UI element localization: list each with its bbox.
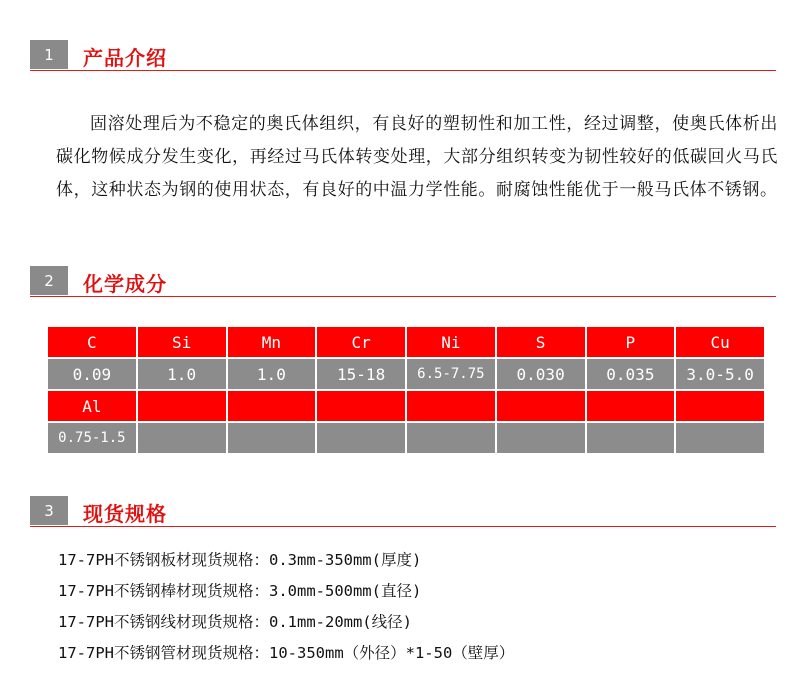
value-row bbox=[48, 423, 764, 453]
empty-cell bbox=[676, 391, 764, 421]
value-cell: 0.75-1.5 bbox=[48, 423, 136, 453]
empty-cell bbox=[407, 391, 495, 421]
composition-table bbox=[46, 325, 766, 455]
element-cell: C bbox=[48, 327, 136, 357]
element-cell: Cr bbox=[317, 327, 405, 357]
value-cell: 0.030 bbox=[497, 359, 585, 389]
section-number: 3 bbox=[30, 496, 68, 525]
empty-cell bbox=[138, 423, 226, 453]
value-cell: 6.5-7.75 bbox=[407, 359, 495, 389]
section-number: 2 bbox=[30, 266, 68, 295]
empty-cell bbox=[587, 391, 675, 421]
section-number: 1 bbox=[30, 40, 68, 69]
empty-cell bbox=[228, 423, 316, 453]
element-cell: Si bbox=[138, 327, 226, 357]
spec-item-wire: 17-7PH不锈钢线材现货规格：0.1mm-20mm(线径) bbox=[58, 613, 412, 631]
section-header-composition bbox=[30, 266, 776, 297]
section-header-specs bbox=[30, 496, 776, 527]
section-header-intro bbox=[30, 40, 776, 71]
empty-cell bbox=[497, 423, 585, 453]
section-title: 化学成分 bbox=[83, 272, 167, 296]
product-intro-text: 固溶处理后为不稳定的奥氏体组织，有良好的塑韧性和加工性，经过调整，使奥氏体析出碳化物候成分发生变化，再经过马氏体转变处理，大部分组织转变为韧性较好的低碳回火马氏体，这种状态为钢的使用状态，有良好的中温力学性能。耐腐蚀性能优于一般马氏体不锈钢。 bbox=[56, 114, 778, 200]
empty-cell bbox=[676, 423, 764, 453]
empty-cell bbox=[407, 423, 495, 453]
value-row bbox=[48, 359, 764, 389]
value-cell: 0.09 bbox=[48, 359, 136, 389]
empty-cell bbox=[228, 391, 316, 421]
spec-item-bar: 17-7PH不锈钢棒材现货规格：3.0mm-500mm(直径) bbox=[58, 582, 422, 600]
empty-cell bbox=[497, 391, 585, 421]
value-cell: 1.0 bbox=[228, 359, 316, 389]
value-cell: 3.0-5.0 bbox=[676, 359, 764, 389]
spec-item-plate: 17-7PH不锈钢板材现货规格：0.3mm-350mm(厚度) bbox=[58, 551, 422, 569]
element-cell: S bbox=[497, 327, 585, 357]
value-cell: 0.035 bbox=[587, 359, 675, 389]
empty-cell bbox=[138, 391, 226, 421]
element-header-row bbox=[48, 391, 764, 421]
spec-item-tube: 17-7PH不锈钢管材现货规格：10-350mm（外径）*1-50（壁厚） bbox=[58, 644, 515, 662]
element-cell: Al bbox=[48, 391, 136, 421]
value-cell: 1.0 bbox=[138, 359, 226, 389]
spec-list bbox=[58, 545, 514, 669]
element-cell: Mn bbox=[228, 327, 316, 357]
element-cell: Cu bbox=[676, 327, 764, 357]
element-cell: Ni bbox=[407, 327, 495, 357]
empty-cell bbox=[317, 423, 405, 453]
value-cell: 15-18 bbox=[317, 359, 405, 389]
empty-cell bbox=[317, 391, 405, 421]
section-title: 产品介绍 bbox=[83, 46, 167, 70]
empty-cell bbox=[587, 423, 675, 453]
section-title: 现货规格 bbox=[83, 502, 167, 526]
element-cell: P bbox=[587, 327, 675, 357]
element-header-row bbox=[48, 327, 764, 357]
